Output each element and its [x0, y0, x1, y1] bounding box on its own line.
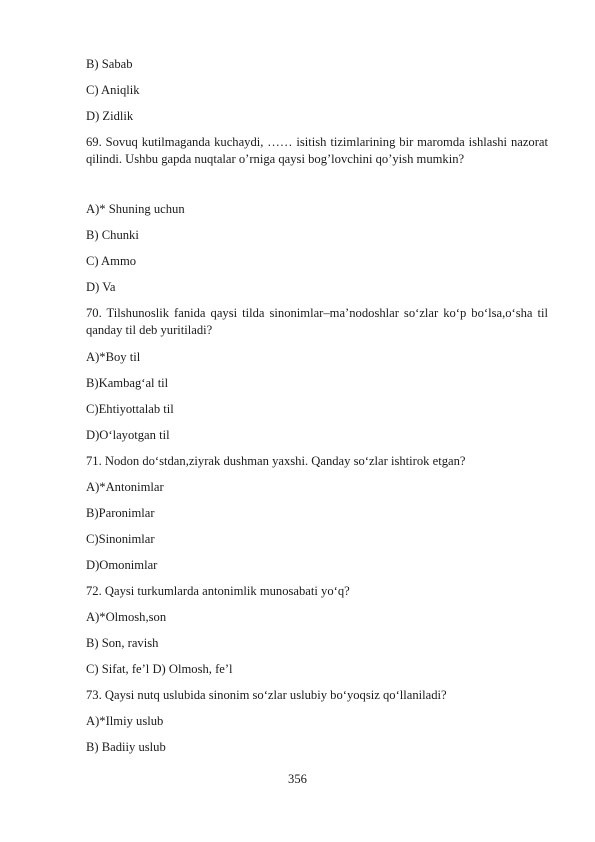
q72-option-c-d: C) Sifat, fe’l D) Olmosh, fe’l	[86, 662, 233, 676]
question-70: 70. Tilshunoslik fanida qaysi tilda sinonimlar–ma’nodoshlar so‘zlar ko‘p bo‘lsa,o‘sha til qanday til deb yuritiladi?	[86, 306, 548, 338]
q72-option-b: B) Son, ravish	[86, 636, 159, 650]
question-72: 72. Qaysi turkumlarda antonimlik munosabati yo‘q?	[86, 584, 350, 598]
q71-option-a: A)*Antonimlar	[86, 480, 164, 494]
q69-option-a: A)* Shuning uchun	[86, 202, 185, 216]
q68-option-b: B) Sabab	[86, 57, 133, 71]
q69-option-c: C) Ammo	[86, 254, 137, 268]
q71-option-c: C)Sinonimlar	[86, 532, 155, 546]
q71-option-d: D)Omonimlar	[86, 558, 158, 572]
q71-option-b: B)Paronimlar	[86, 506, 155, 520]
question-71: 71. Nodon do‘stdan,ziyrak dushman yaxshi. Qanday so‘zlar ishtirok etgan?	[86, 454, 466, 468]
question-73: 73. Qaysi nutq uslubida sinonim so‘zlar uslubiy bo‘yoqsiz qo‘llaniladi?	[86, 688, 447, 702]
q70-option-b: B)Kambag‘al til	[86, 376, 169, 390]
q70-option-d: D)O‘layotgan til	[86, 428, 170, 442]
question-69: 69. Sovuq kutilmaganda kuchaydi, …… isitish tizimlarining bir maromda ishlashi nazorat qilindi. Ushbu gapda nuqtalar o’rniga qaysi bog’lovchini qo’yish mumkin?	[86, 135, 548, 167]
q73-option-b: B) Badiiy uslub	[86, 740, 166, 754]
q72-option-a: A)*Olmosh,son	[86, 610, 167, 624]
q70-option-c: C)Ehtiyottalab til	[86, 402, 174, 416]
q69-option-d: D) Va	[86, 280, 116, 294]
q68-option-d: D) Zidlik	[86, 109, 134, 123]
page-number: 356	[288, 772, 307, 786]
q70-option-a: A)*Boy til	[86, 350, 141, 364]
q68-option-c: C) Aniqlik	[86, 83, 140, 97]
q73-option-a: A)*Ilmiy uslub	[86, 714, 164, 728]
q69-option-b: B) Chunki	[86, 228, 139, 242]
